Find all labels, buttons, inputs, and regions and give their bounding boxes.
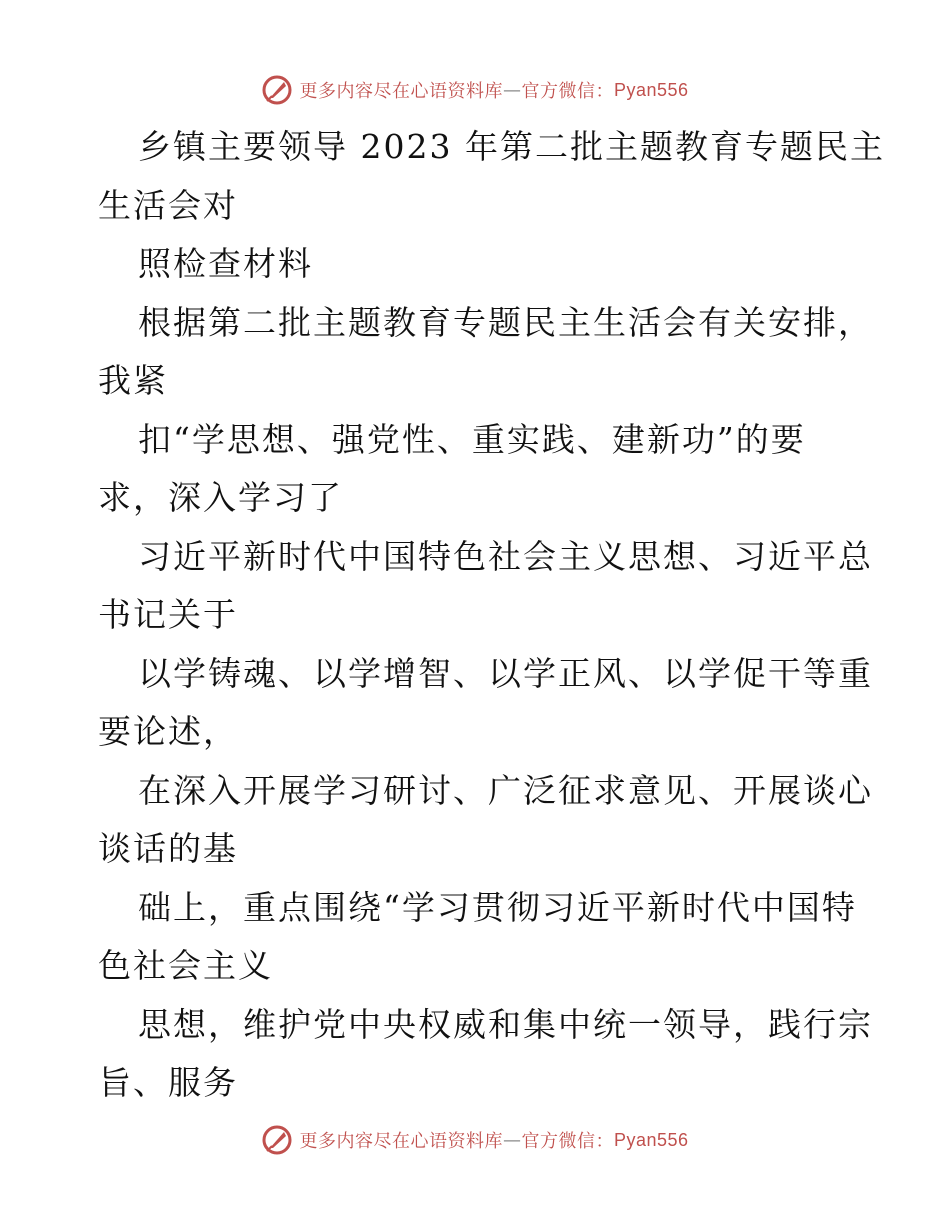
watermark-account: Pyan556	[613, 1129, 689, 1150]
doc-line: 旨、服务	[98, 1063, 238, 1102]
doc-line: 础上，重点围绕“学习贯彻习近平新时代中国特	[138, 887, 857, 927]
doc-line: 色社会主义	[98, 946, 273, 985]
watermark-label: 官方微信：	[521, 1131, 614, 1152]
header-watermark	[0, 70, 950, 110]
footer-watermark	[0, 1120, 950, 1160]
document-body	[98, 118, 885, 1113]
doc-line: 照检查材料	[138, 244, 313, 283]
doc-line: 求，深入学习了	[98, 478, 343, 517]
doc-line: 乡镇主要领导 2023 年第二批主题教育专题民主	[138, 127, 885, 166]
watermark-label: 官方微信：	[521, 81, 614, 102]
doc-line: 书记关于	[98, 595, 238, 634]
watermark-brand: 更多内容尽在心语资料库	[299, 81, 503, 102]
doc-line: 根据第二批主题教育专题民主生活会有关安排，	[138, 302, 873, 342]
doc-line: 在深入开展学习研讨、广泛征求意见、开展谈心	[138, 770, 873, 810]
watermark-account: Pyan556	[613, 79, 689, 100]
watermark-dash: —	[502, 79, 522, 101]
doc-line: 扣“学思想、强党性、重实践、建新功”的要	[138, 419, 806, 459]
doc-line: 要论述，	[98, 712, 238, 751]
doc-line: 习近平新时代中国特色社会主义思想、习近平总	[138, 536, 873, 576]
feather-logo-icon	[261, 74, 293, 106]
feather-logo-icon	[261, 1124, 293, 1156]
watermark-brand: 更多内容尽在心语资料库	[299, 1131, 503, 1152]
doc-line: 谈话的基	[98, 829, 238, 868]
doc-line: 生活会对	[98, 185, 238, 225]
doc-line: 我紧	[98, 361, 168, 400]
watermark-dash: —	[502, 1129, 522, 1151]
doc-line: 以学铸魂、以学增智、以学正风、以学促干等重	[138, 653, 873, 693]
doc-line: 思想，维护党中央权威和集中统一领导，践行宗	[138, 1004, 873, 1044]
